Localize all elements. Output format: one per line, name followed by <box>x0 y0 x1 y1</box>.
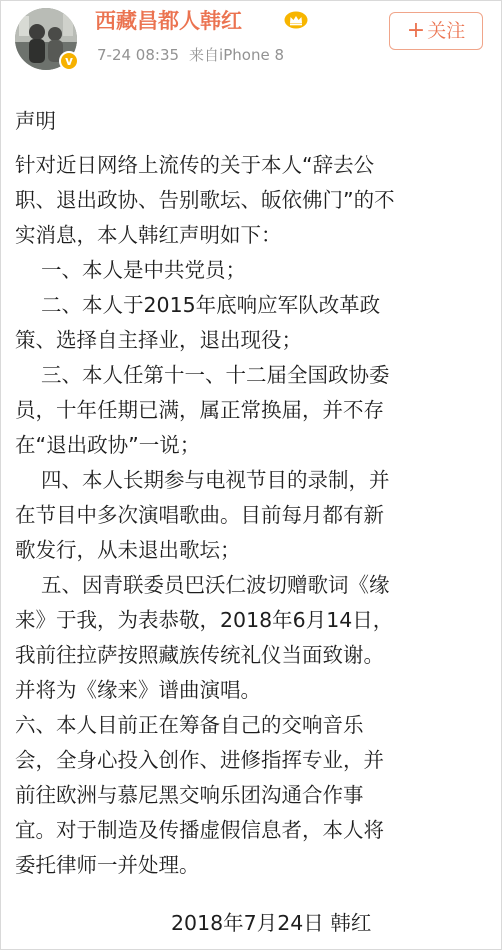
item-4-line: 在节目中多次演唱歌曲。目前每月都有新 <box>15 503 384 527</box>
item-6-line: 前往欧洲与慕尼黑交响乐团沟通合作事 <box>15 783 364 807</box>
item-2-line: 策、选择自主择业，退出现役； <box>15 328 302 352</box>
item-5-line: 来》于我，为表恭敬，2018年6月14日， <box>15 608 394 632</box>
post-meta <box>97 44 284 65</box>
intro-line: 职、退出政协、告别歌坛、皈依佛门”的不 <box>15 188 395 212</box>
item-6-line: 六、本人目前正在筹备自己的交响音乐 <box>15 713 364 737</box>
item-5-line: 并将为《缘来》谱曲演唱。 <box>15 678 261 702</box>
plus-icon: + <box>406 18 426 43</box>
item-5-line: 五、因青联委员巴沃仁波切赠歌词《缘 <box>41 573 390 597</box>
item-3-line: 三、本人任第十一、十二届全国政协委 <box>41 363 390 387</box>
intro-line: 针对近日网络上流传的关于本人“辞去公 <box>15 153 375 177</box>
item-6-line: 委托律师一并处理。 <box>15 853 200 877</box>
item-2-line: 二、本人于2015年底响应军队改革政 <box>41 293 381 317</box>
item-4-line: 四、本人长期参与电视节目的录制，并 <box>41 468 390 492</box>
item-3-line: 员，十年任期已满，属正常换届，并不存 <box>15 398 384 422</box>
signature: 2018年7月24日 韩红 <box>171 911 372 935</box>
statement-heading: 声明 <box>15 109 56 133</box>
item-5-line: 我前往拉萨按照藏族传统礼仪当面致谢。 <box>15 643 384 667</box>
post-header <box>1 1 501 79</box>
item-1-line: 一、本人是中共党员； <box>41 258 246 282</box>
verified-badge-icon: v <box>59 51 79 71</box>
username-link[interactable]: 西藏昌都人韩红 <box>95 9 242 33</box>
follow-button[interactable] <box>389 12 483 50</box>
post-source[interactable]: 来自iPhone 8 <box>189 46 284 64</box>
item-6-line: 宜。对于制造及传播虚假信息者，本人将 <box>15 818 384 842</box>
item-4-line: 歌发行，从未退出歌坛； <box>15 538 241 562</box>
item-6-line: 会，全身心投入创作、进修指挥专业，并 <box>15 748 384 772</box>
crown-icon <box>284 11 308 29</box>
post-time: 7-24 08:35 <box>97 46 180 64</box>
item-3-line: 在“退出政协”一说； <box>15 433 201 457</box>
follow-label: 关注 <box>427 20 466 42</box>
intro-line: 实消息，本人韩红声明如下： <box>15 223 282 247</box>
